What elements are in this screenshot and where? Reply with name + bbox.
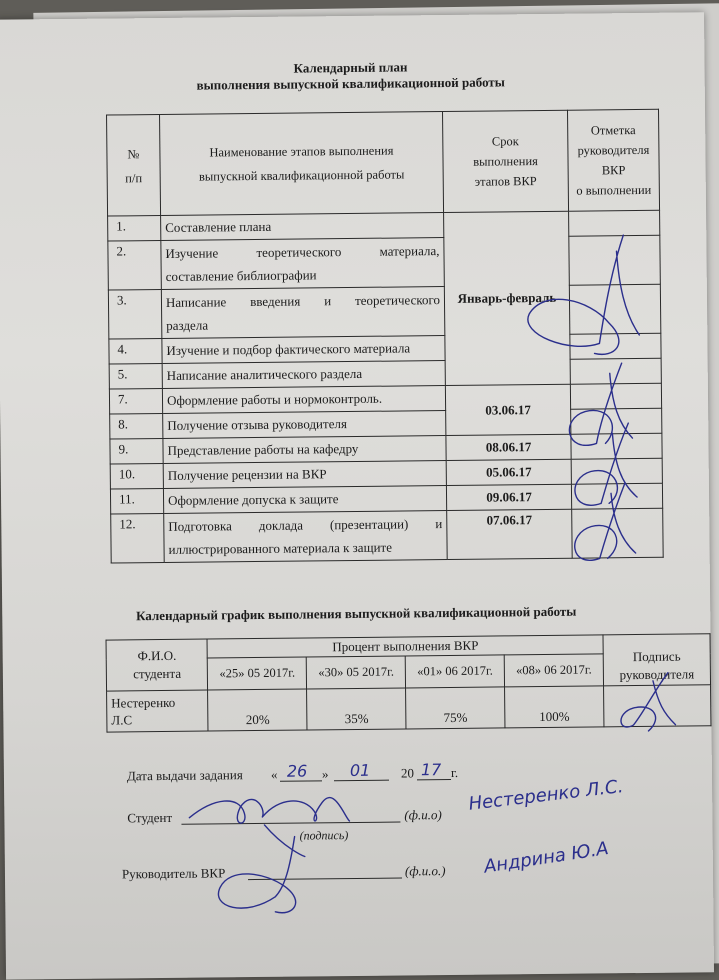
percent-cell: 20% <box>208 689 307 731</box>
header-num: № п/п <box>107 115 161 217</box>
supervisor-name-hw: Андрина Ю.А <box>482 838 610 878</box>
date-cell: «30» 05 2017г. <box>307 656 406 689</box>
plan-row: 4. Изучение и подбор фактического материала <box>109 333 661 364</box>
student-fio-label: (ф.и.о) <box>404 807 442 823</box>
supervisor-signature-line <box>248 878 402 881</box>
date-cell: «01» 06 2017г. <box>405 655 504 688</box>
supervisor-label: Руководитель ВКР <box>121 865 226 882</box>
issue-day-hw: 26 <box>286 761 308 781</box>
issue-year-hw: 17 <box>420 760 442 780</box>
col-percent: Процент выполнения ВКР <box>208 635 604 659</box>
plan-subtitle: выполнения выпускной квалификационной работы <box>196 74 505 93</box>
plan-row: 12. Подготовка доклада (презентации) и иллюстрированного материала к защите 07.06.17 <box>111 508 663 563</box>
col-signature: Подпись руководителя <box>603 634 711 686</box>
signature-hint: (подпись) <box>299 828 349 843</box>
deadline-jan-feb: Январь-февраль <box>444 211 571 385</box>
plan-row: 11. Оформление допуска к защите 09.06.17 <box>110 483 662 514</box>
student-signature-line <box>181 822 400 825</box>
header-deadline: Срок выполнения этапов ВКР <box>443 110 569 212</box>
schedule-table <box>106 633 712 732</box>
percent-cell: 100% <box>505 686 604 728</box>
plan-row: 3. Написание введения и теоретического раздела <box>108 284 660 339</box>
col-student: Ф.И.О. студента <box>106 639 208 691</box>
schedule-title: Календарный график выполнения выпускной квалификационной работы <box>136 603 577 624</box>
header-mark: Отметка руководителя ВКР о выполнении <box>567 109 659 211</box>
date-cell: «08» 06 2017г. <box>504 654 603 687</box>
year-line <box>417 779 451 780</box>
student-name: Нестеренко Л.С <box>107 690 209 732</box>
header-stage: Наименование этапов выполнения выпускной квалификационной работы <box>160 112 444 216</box>
student-label: Студент <box>127 809 173 826</box>
month-line <box>334 780 389 782</box>
plan-row: 7. Оформление работы и нормоконтроль. 03.06.17 <box>109 383 661 414</box>
plan-row: 10. Получение рецензии на ВКР 05.06.17 <box>110 458 662 489</box>
day-line <box>280 780 322 781</box>
plan-header-row <box>107 109 660 216</box>
schedule-student-row <box>107 685 711 732</box>
document-page <box>0 12 714 979</box>
quote-close: » <box>321 766 329 782</box>
plan-row: 2. Изучение теоретического материала, составление библиографии <box>108 235 660 290</box>
percent-cell: 75% <box>406 687 505 729</box>
student-name-hw: Нестеренко Л.С. <box>467 776 625 815</box>
date-cell: «25» 05 2017г. <box>208 657 307 690</box>
plan-row: 5. Написание аналитического раздела <box>109 358 661 389</box>
quote-open: « <box>270 766 278 782</box>
year-prefix: 20 <box>400 765 415 781</box>
plan-title: Календарный план <box>293 59 408 76</box>
year-suffix: г. <box>450 764 459 780</box>
plan-row: 8. Получение отзыва руководителя <box>110 408 662 439</box>
supervisor-signature <box>218 837 296 914</box>
plan-row: 1. Составление плана Январь-февраль <box>108 210 660 241</box>
issue-date-label: Дата выдачи задания <box>126 767 243 784</box>
plan-row: 9. Представление работы на кафедру 08.06.17 <box>110 433 662 464</box>
plan-table <box>106 109 664 564</box>
deadline-03-06: 03.06.17 <box>445 384 571 435</box>
issue-month-hw: 01 <box>349 760 371 781</box>
percent-cell: 35% <box>307 688 406 730</box>
supervisor-fio-label: (ф.и.о.) <box>404 863 446 879</box>
